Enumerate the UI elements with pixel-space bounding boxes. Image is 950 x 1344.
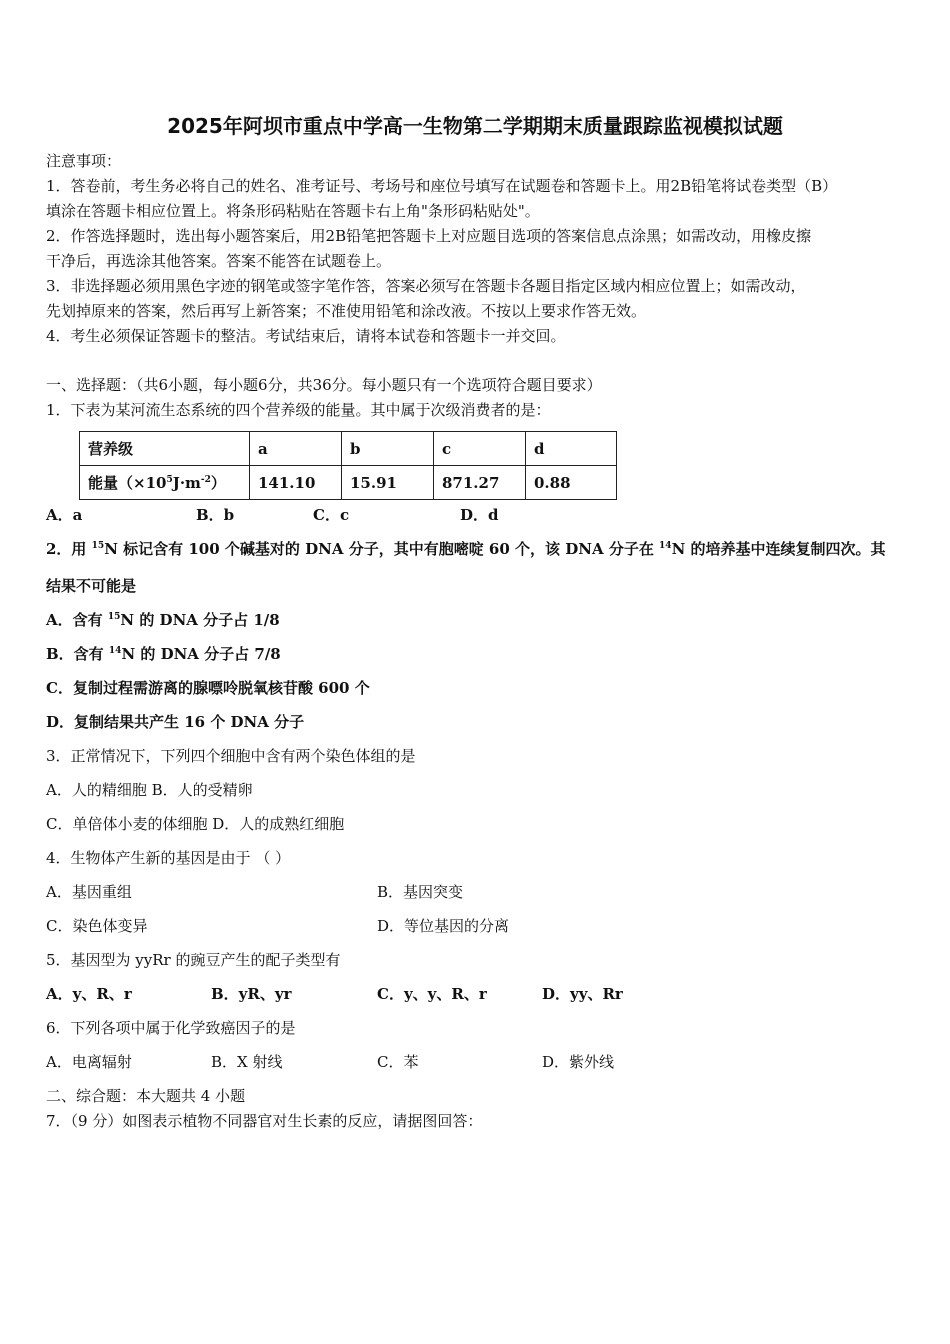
superscript: -2 <box>200 475 211 485</box>
table-row <box>80 432 617 466</box>
table-cell: 0.88 <box>526 466 617 500</box>
superscript: 15 <box>107 612 121 622</box>
q4-option-b: B．基因突变 <box>377 883 464 901</box>
table-cell: c <box>434 432 526 466</box>
q4-option-c: C．染色体变异 <box>46 917 148 935</box>
option-text: B．含有 <box>46 645 109 663</box>
superscript: 14 <box>659 541 672 551</box>
label-text: J·m <box>172 474 201 492</box>
q5-option-b: B．yR、yr <box>211 985 292 1003</box>
table-cell-energy-label <box>80 466 250 500</box>
table-cell: 15.91 <box>342 466 434 500</box>
label-text: 能量（×10 <box>88 474 167 492</box>
stem-text: N 标记含有 100 个碱基对的 DNA 分子，其中有胞嘧啶 60 个，该 DNA 分子在 <box>104 540 660 558</box>
notice-line: 3．非选择题必须用黑色字迹的钢笔或签字笔作答，答案必须写在答题卡各题目指定区域内相应位置上；如需改动， <box>46 277 806 295</box>
q5-stem: 5．基因型为 yyRr 的豌豆产生的配子类型有 <box>46 951 341 969</box>
option-text: A．含有 <box>46 611 108 629</box>
energy-table <box>79 431 617 500</box>
q7-stem: 7．（9 分）如图表示植物不同器官对生长素的反应，请据图回答： <box>46 1112 483 1130</box>
superscript: 15 <box>91 541 105 551</box>
q6-option-d: D．紫外线 <box>542 1053 615 1071</box>
q2-option-a <box>46 610 280 630</box>
q3-stem: 3．正常情况下，下列四个细胞中含有两个染色体组的是 <box>46 747 416 765</box>
notice-line: 干净后，再选涂其他答案。答案不能答在试题卷上。 <box>46 252 392 270</box>
notice-line: 4．考生必须保证答题卡的整洁。考试结束后，请将本试卷和答题卡一并交回。 <box>46 327 566 345</box>
table-cell: b <box>342 432 434 466</box>
table-cell: 871.27 <box>434 466 526 500</box>
notice-line: 填涂在答题卡相应位置上。将条形码粘贴在答题卡右上角"条形码粘贴处"。 <box>46 202 540 220</box>
q4-option-a: A．基因重组 <box>46 883 132 901</box>
superscript: 5 <box>166 475 173 485</box>
q2-option-b <box>46 644 281 664</box>
q5-option-a: A．y、R、r <box>46 985 132 1003</box>
table-row <box>80 466 617 500</box>
q2-stem <box>46 539 886 559</box>
q2-stem-line2: 结果不可能是 <box>46 577 137 595</box>
stem-text: N 的培养基中连续复制四次。其 <box>671 540 886 558</box>
table-cell: d <box>526 432 617 466</box>
q6-option-c: C．苯 <box>377 1053 419 1071</box>
q1-option-d: D．d <box>460 506 499 524</box>
q3-options-line2: C．单倍体小麦的体细胞 D．人的成熟红细胞 <box>46 815 345 833</box>
superscript: 14 <box>108 646 122 656</box>
q1-option-a: A．a <box>46 506 83 524</box>
notice-line: 1．答卷前，考生务必将自己的姓名、准考证号、考场号和座位号填写在试题卷和答题卡上。用2B铅笔将试卷类型（B） <box>46 177 838 195</box>
notice-heading: 注意事项： <box>46 152 122 170</box>
section1-heading: 一、选择题：（共6小题，每小题6分，共36分。每小题只有一个选项符合题目要求） <box>46 376 602 394</box>
q6-stem: 6．下列各项中属于化学致癌因子的是 <box>46 1019 296 1037</box>
q6-option-b: B．X 射线 <box>211 1053 283 1071</box>
notice-line: 先划掉原来的答案，然后再写上新答案；不准使用铅笔和涂改液。不按以上要求作答无效。 <box>46 302 647 320</box>
section2-heading: 二、综合题：本大题共 4 小题 <box>46 1087 246 1105</box>
q6-option-a: A．电离辐射 <box>46 1053 132 1071</box>
page-title: 2025年阿坝市重点中学高一生物第二学期期末质量跟踪监视模拟试题 <box>167 114 783 138</box>
label-text: ） <box>210 474 226 492</box>
q5-option-c: C．y、y、R、r <box>377 985 487 1003</box>
table-cell: a <box>250 432 342 466</box>
q1-stem: 1．下表为某河流生态系统的四个营养级的能量。其中属于次级消费者的是： <box>46 401 551 419</box>
q4-option-d: D．等位基因的分离 <box>377 917 510 935</box>
table-cell: 141.10 <box>250 466 342 500</box>
q3-options-line1: A．人的精细胞 B．人的受精卵 <box>46 781 253 799</box>
q5-option-d: D．yy、Rr <box>542 985 623 1003</box>
option-text: N 的 DNA 分子占 1/8 <box>120 611 280 629</box>
q1-option-b: B．b <box>196 506 235 524</box>
q1-option-c: C．c <box>313 506 350 524</box>
q2-option-d: D．复制结果共产生 16 个 DNA 分子 <box>46 713 305 731</box>
stem-text: 2．用 <box>46 540 92 558</box>
q4-stem: 4．生物体产生新的基因是由于 （ ） <box>46 849 291 867</box>
q2-option-c: C．复制过程需游离的腺嘌呤脱氧核苷酸 600 个 <box>46 679 370 697</box>
option-text: N 的 DNA 分子占 7/8 <box>121 645 281 663</box>
notice-line: 2．作答选择题时，选出每小题答案后，用2B铅笔把答题卡上对应题目选项的答案信息点涂黑；如需改动，用橡皮擦 <box>46 227 812 245</box>
table-cell: 营养级 <box>80 432 250 466</box>
